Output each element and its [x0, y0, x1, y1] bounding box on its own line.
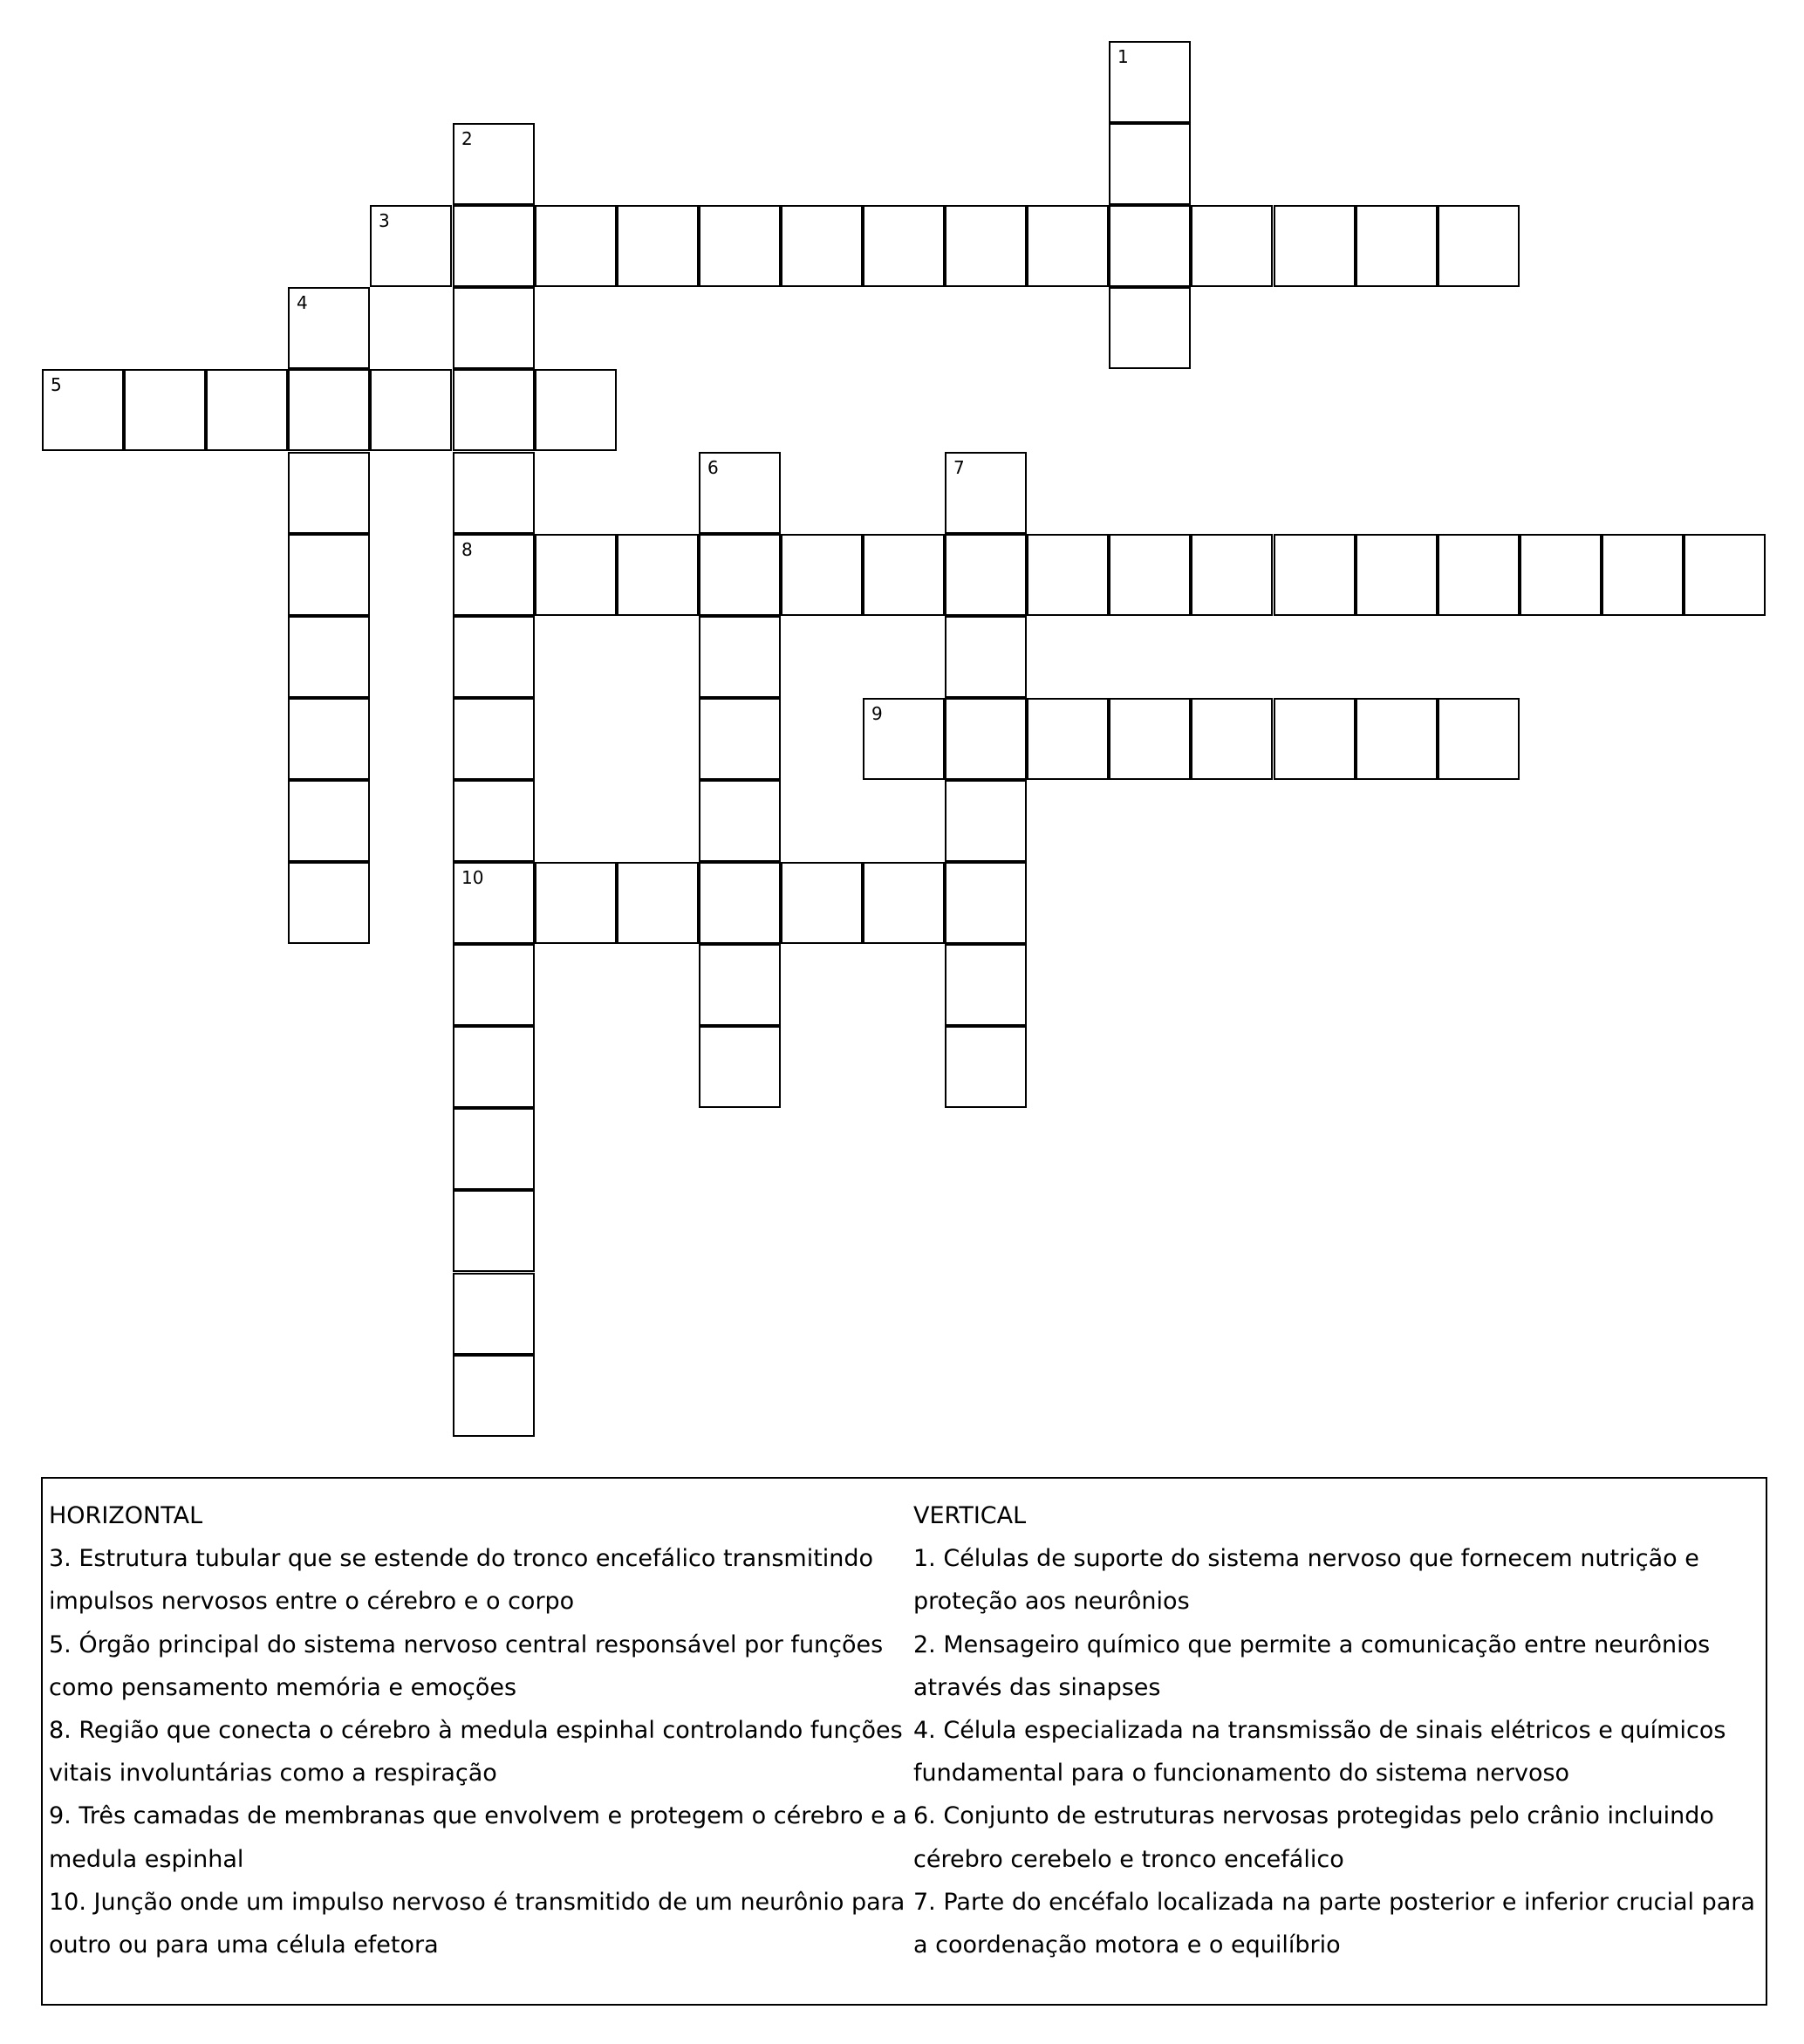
grid-cell[interactable]: [1027, 698, 1109, 780]
grid-cell[interactable]: [863, 862, 945, 944]
grid-cell[interactable]: [863, 205, 945, 287]
grid-cell[interactable]: [124, 369, 206, 451]
grid-cell[interactable]: [617, 862, 699, 944]
clue-number: 2: [461, 128, 473, 149]
grid-cell[interactable]: [1274, 205, 1356, 287]
grid-cell[interactable]: [699, 780, 781, 862]
clue-horizontal-8: 8. Região que conecta o cérebro à medula espinhal controlando funções vitais involuntárias como a respiração: [49, 1717, 903, 1788]
grid-cell[interactable]: [1191, 205, 1273, 287]
crossword-grid: [42, 41, 1766, 1437]
grid-cell[interactable]: [1356, 534, 1438, 616]
grid-cell[interactable]: [617, 534, 699, 616]
horizontal-heading: HORIZONTAL: [49, 1502, 203, 1529]
grid-cell[interactable]: [288, 369, 370, 451]
grid-cell[interactable]: [945, 698, 1027, 780]
grid-cell[interactable]: [1109, 123, 1191, 205]
clue-number: 8: [461, 539, 473, 560]
grid-cell[interactable]: [288, 780, 370, 862]
grid-cell[interactable]: [535, 862, 617, 944]
grid-cell[interactable]: [1356, 698, 1438, 780]
clue-number: 3: [379, 210, 390, 231]
grid-cell[interactable]: [288, 287, 370, 369]
grid-cell[interactable]: [453, 534, 535, 616]
grid-cell[interactable]: [1274, 534, 1356, 616]
grid-cell[interactable]: [781, 862, 863, 944]
grid-cell[interactable]: [288, 452, 370, 534]
grid-cell[interactable]: [453, 1026, 535, 1108]
vertical-clues: [913, 1494, 1764, 1966]
grid-cell[interactable]: [206, 369, 288, 451]
grid-cell[interactable]: [945, 780, 1027, 862]
grid-cell[interactable]: [1109, 41, 1191, 123]
grid-cell[interactable]: [699, 698, 781, 780]
grid-cell[interactable]: [1191, 698, 1273, 780]
grid-cell[interactable]: [1438, 534, 1520, 616]
grid-cell[interactable]: [453, 944, 535, 1026]
grid-cell[interactable]: [1438, 205, 1520, 287]
grid-cell[interactable]: [453, 123, 535, 205]
grid-cell[interactable]: [453, 616, 535, 698]
grid-cell[interactable]: [1684, 534, 1766, 616]
clue-number: 1: [1117, 46, 1129, 67]
grid-cell[interactable]: [699, 205, 781, 287]
grid-cell[interactable]: [945, 452, 1027, 534]
grid-cell[interactable]: [1109, 534, 1191, 616]
grid-cell[interactable]: [535, 534, 617, 616]
grid-cell[interactable]: [453, 1355, 535, 1437]
grid-cell[interactable]: [945, 534, 1027, 616]
grid-cell[interactable]: [1191, 534, 1273, 616]
grid-cell[interactable]: [453, 862, 535, 944]
grid-cell[interactable]: [288, 862, 370, 944]
grid-cell[interactable]: [699, 452, 781, 534]
clue-horizontal-10: 10. Junção onde um impulso nervoso é transmitido de um neurônio para outro ou para uma célula efetora: [49, 1888, 905, 1959]
grid-cell[interactable]: [1520, 534, 1602, 616]
clue-horizontal-3: 3. Estrutura tubular que se estende do tronco encefálico transmitindo impulsos nervosos entre o cérebro e o corpo: [49, 1545, 874, 1616]
clues-box: [41, 1477, 1767, 2006]
clue-vertical-1: 1. Células de suporte do sistema nervoso que fornecem nutrição e proteção aos neurônios: [913, 1545, 1699, 1616]
grid-cell[interactable]: [453, 780, 535, 862]
grid-cell[interactable]: [453, 1273, 535, 1355]
grid-cell[interactable]: [288, 616, 370, 698]
grid-cell[interactable]: [288, 698, 370, 780]
vertical-heading: VERTICAL: [913, 1502, 1027, 1529]
clue-vertical-4: 4. Célula especializada na transmissão de sinais elétricos e químicos fundamental para o funcionamento do sistema nervoso: [913, 1717, 1726, 1788]
grid-cell[interactable]: [781, 534, 863, 616]
grid-cell[interactable]: [617, 205, 699, 287]
grid-cell[interactable]: [699, 616, 781, 698]
grid-cell[interactable]: [453, 369, 535, 451]
clue-horizontal-9: 9. Três camadas de membranas que envolvem e protegem o cérebro e a medula espinhal: [49, 1802, 907, 1873]
grid-cell[interactable]: [453, 1108, 535, 1190]
horizontal-clues: [49, 1494, 912, 1966]
grid-cell[interactable]: [699, 534, 781, 616]
grid-cell[interactable]: [370, 369, 452, 451]
grid-cell[interactable]: [945, 944, 1027, 1026]
grid-cell[interactable]: [1438, 698, 1520, 780]
grid-cell[interactable]: [370, 205, 452, 287]
grid-cell[interactable]: [945, 862, 1027, 944]
clue-number: 10: [461, 867, 484, 888]
grid-cell[interactable]: [453, 287, 535, 369]
clue-horizontal-5: 5. Órgão principal do sistema nervoso central responsável por funções como pensamento memória e emoções: [49, 1630, 884, 1701]
grid-cell[interactable]: [535, 369, 617, 451]
grid-cell[interactable]: [945, 205, 1027, 287]
grid-cell[interactable]: [1027, 534, 1109, 616]
grid-cell[interactable]: [1109, 205, 1191, 287]
grid-cell[interactable]: [1274, 698, 1356, 780]
grid-cell[interactable]: [1109, 287, 1191, 369]
clue-number: 4: [297, 292, 308, 313]
grid-cell[interactable]: [863, 534, 945, 616]
grid-cell[interactable]: [1356, 205, 1438, 287]
grid-cell[interactable]: [453, 1190, 535, 1272]
grid-cell[interactable]: [699, 1026, 781, 1108]
clue-number: 9: [871, 703, 883, 724]
clue-number: 6: [707, 457, 719, 478]
grid-cell[interactable]: [1027, 205, 1109, 287]
clue-vertical-2: 2. Mensageiro químico que permite a comunicação entre neurônios através das sinapses: [913, 1630, 1711, 1701]
grid-cell[interactable]: [1602, 534, 1684, 616]
clue-number: 7: [953, 457, 965, 478]
grid-cell[interactable]: [945, 616, 1027, 698]
clue-vertical-7: 7. Parte do encéfalo localizada na parte posterior e inferior crucial para a coordenação motora e o equilíbrio: [913, 1888, 1755, 1959]
grid-cell[interactable]: [453, 205, 535, 287]
grid-cell[interactable]: [535, 205, 617, 287]
grid-cell[interactable]: [781, 205, 863, 287]
grid-cell[interactable]: [863, 698, 945, 780]
grid-cell[interactable]: [453, 698, 535, 780]
grid-cell[interactable]: [699, 944, 781, 1026]
grid-cell[interactable]: [699, 862, 781, 944]
grid-cell[interactable]: [1109, 698, 1191, 780]
grid-cell[interactable]: [945, 1026, 1027, 1108]
grid-cell[interactable]: [42, 369, 124, 451]
clue-vertical-6: 6. Conjunto de estruturas nervosas protegidas pelo crânio incluindo cérebro cerebelo e tronco encefálico: [913, 1802, 1714, 1873]
clue-number: 5: [51, 374, 62, 395]
grid-cell[interactable]: [453, 452, 535, 534]
grid-cell[interactable]: [288, 534, 370, 616]
